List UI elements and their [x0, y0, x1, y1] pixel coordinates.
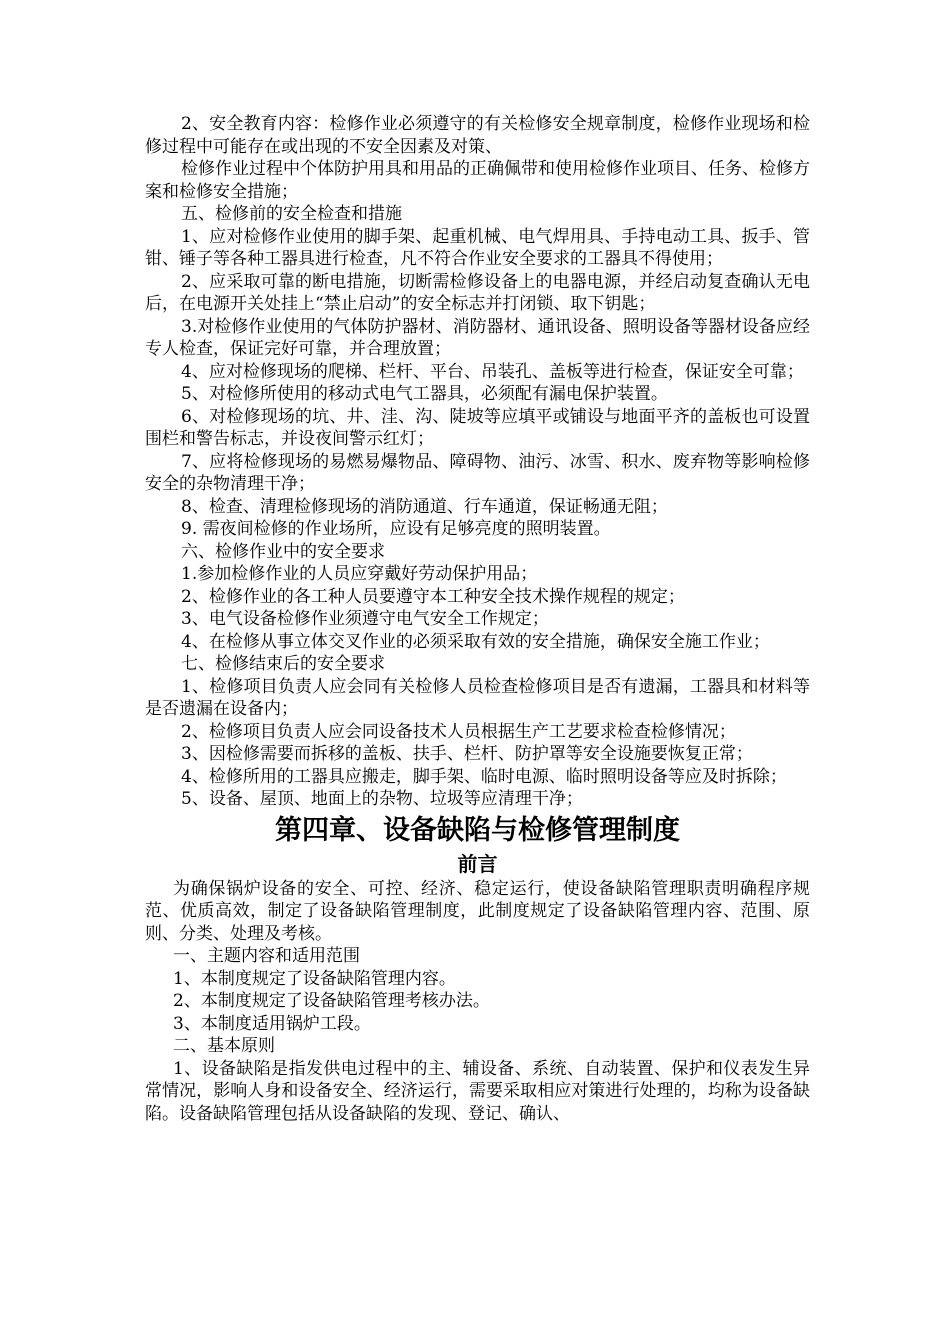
section-heading: 六、检修作业中的安全要求: [181, 541, 385, 562]
paragraph: 4、应对检修现场的爬梯、栏杆、平台、吊装孔、盖板等进行检查，保证安全可靠；: [181, 361, 804, 382]
paragraph: 1、检修项目负责人应会同有关检修人员检查检修项目是否有遗漏，工器具和材料等是否遗漏在设备内；: [145, 676, 810, 719]
section-heading: 二、基本原则: [173, 1036, 275, 1056]
paragraph: 3、本制度适用锅炉工段。: [173, 1013, 371, 1034]
paragraph: 1、本制度规定了设备缺陷管理内容。: [173, 968, 456, 989]
chapter-title: 第四章、设备缺陷与检修管理制度: [275, 814, 680, 846]
paragraph: 7、应将检修现场的易燃易爆物品、障碍物、油污、冰雪、积水、废弃物等影响检修安全的杂物清理干净；: [145, 451, 810, 494]
paragraph: 8、检查、清理检修现场的消防通道、行车通道，保证畅通无阻；: [181, 496, 668, 517]
section-heading: 五、检修前的安全检查和措施: [181, 204, 402, 224]
paragraph: 2、安全教育内容：检修作业必须遵守的有关检修安全规章制度，检修作业现场和检修过程中可能存在或出现的不安全因素及对策、: [145, 114, 810, 157]
paragraph: 2、应采取可靠的断电措施，切断需检修设备上的电器电源，并经启动复查确认无电后，在电源开关处挂上“禁止启动”的安全标志并打闭锁、取下钥匙；: [145, 271, 810, 314]
paragraph: 1.参加检修作业的人员应穿戴好劳动保护用品；: [181, 564, 538, 584]
paragraph: 1、设备缺陷是指发供电过程中的主、辅设备、系统、自动装置、保护和仪表发生异常情况，影响人身和设备安全、经济运行，需要采取相应对策进行处理的，均称为设备缺陷。设备缺陷管理包括从设备缺陷的发现、登记、确认、: [145, 1058, 810, 1124]
paragraph: 为确保锅炉设备的安全、可控、经济、稳定运行，使设备缺陷管理职责明确程序规范、优质高效，制定了设备缺陷管理制度，此制度规定了设备缺陷管理内容、范围、原则、分类、处理及考核。: [145, 878, 810, 944]
paragraph: 3、电气设备检修作业须遵守电气安全工作规定；: [181, 609, 549, 629]
document-page: [145, 113, 810, 1125]
paragraph: 4、检修所用的工器具应搬走，脚手架、临时电源、临时照明设备等应及时拆除；: [181, 766, 787, 787]
paragraph: 2、检修项目负责人应会同设备技术人员根据生产工艺要求检查检修情况；: [181, 721, 736, 742]
paragraph: 检修作业过程中个体防护用具和用品的正确佩带和使用检修作业项目、任务、检修方案和检修安全措施；: [145, 159, 810, 202]
preface-title: 前言: [457, 851, 498, 876]
paragraph: 3、因检修需要而拆移的盖板、扶手、栏杆、防护罩等安全设施要恢复正常；: [181, 744, 753, 764]
paragraph: 2、检修作业的各工种人员要遵守本工种安全技术操作规程的规定；: [181, 586, 685, 607]
paragraph: 6、对检修现场的坑、井、洼、沟、陡坡等应填平或铺设与地面平齐的盖板也可设置围栏和警告标志，并设夜间警示红灯；: [145, 406, 810, 449]
paragraph: 5、设备、屋顶、地面上的杂物、垃圾等应清理干净；: [181, 789, 583, 809]
paragraph: 2、本制度规定了设备缺陷管理考核办法。: [173, 991, 490, 1011]
paragraph: 3.对检修作业使用的气体防护器材、消防器材、通讯设备、照明设备等器材设备应经专人检查，保证完好可靠，并合理放置；: [145, 316, 810, 359]
section-heading: 一、主题内容和适用范围: [173, 946, 360, 966]
paragraph: 9. 需夜间检修的作业场所，应设有足够亮度的照明装置。: [181, 519, 611, 539]
paragraph: 5、对检修所使用的移动式电气工器具，必须配有漏电保护装置。: [181, 384, 668, 404]
paragraph: 4、在检修从事立体交叉作业的必须采取有效的安全措施，确保安全施工作业；: [181, 631, 770, 652]
paragraph: 1、应对检修作业使用的脚手架、起重机械、电气焊用具、手持电动工具、扳手、管钳、锤子等各种工器具进行检查，凡不符合作业安全要求的工器具不得使用；: [145, 226, 810, 269]
section-heading: 七、检修结束后的安全要求: [181, 654, 385, 674]
